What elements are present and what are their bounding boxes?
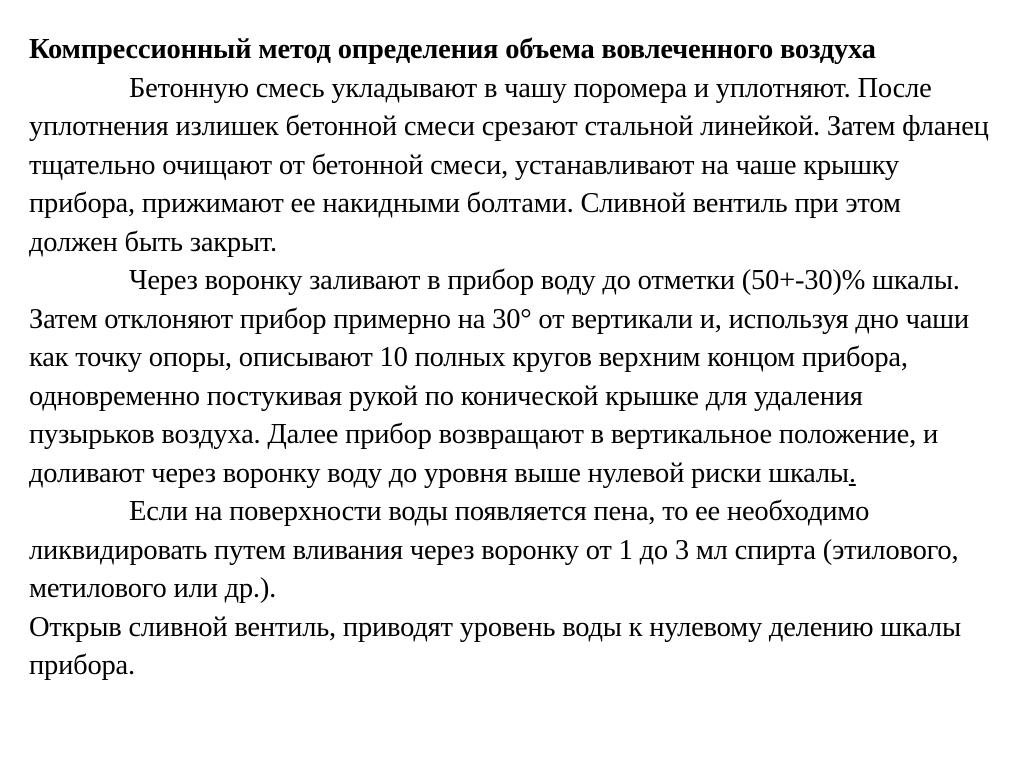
paragraph-3: Если на поверхности воды появляется пена, то ее необходимо ликвидировать путем вливания через воронку от 1 до 3 мл спирта (этилового, метилового или др.). — [29, 496, 959, 604]
paragraph-2-text: Через воронку заливают в прибор воду до отметки (50+-30)% шкалы. Затем отклоняют прибор примерно на 30° от вертикали и, используя дно чаши как точку опоры, описывают 10 полных кругов верхним концом прибора, одновременно постукивая рукой по конической крышке для удаления пузырьков воздуха. Далее прибор возвращают в вертикальное положение, и доливают через воронку воду до уровня выше нулевой риски шкалы — [29, 265, 969, 489]
paragraph-4: Открыв сливной вентиль, приводят уровень воды к нулевому делению шкалы прибора. — [29, 611, 961, 681]
document-title: Компрессионный метод определения объема вовлеченного воздуха — [29, 34, 876, 65]
document-body — [29, 31, 989, 686]
paragraph-2 — [29, 262, 989, 493]
paragraph-2-end: . — [848, 457, 856, 489]
paragraph-1: Бетонную смесь укладывают в чашу поромера и уплотняют. После уплотнения излишек бетонной смеси срезают стальной линейкой. Затем фланец тщательно очищают от бетонной смеси, устанавливают на чаше крышку прибора, прижимают ее накидными болтами. Сливной вентиль при этом должен быть закрыт. — [29, 72, 989, 258]
